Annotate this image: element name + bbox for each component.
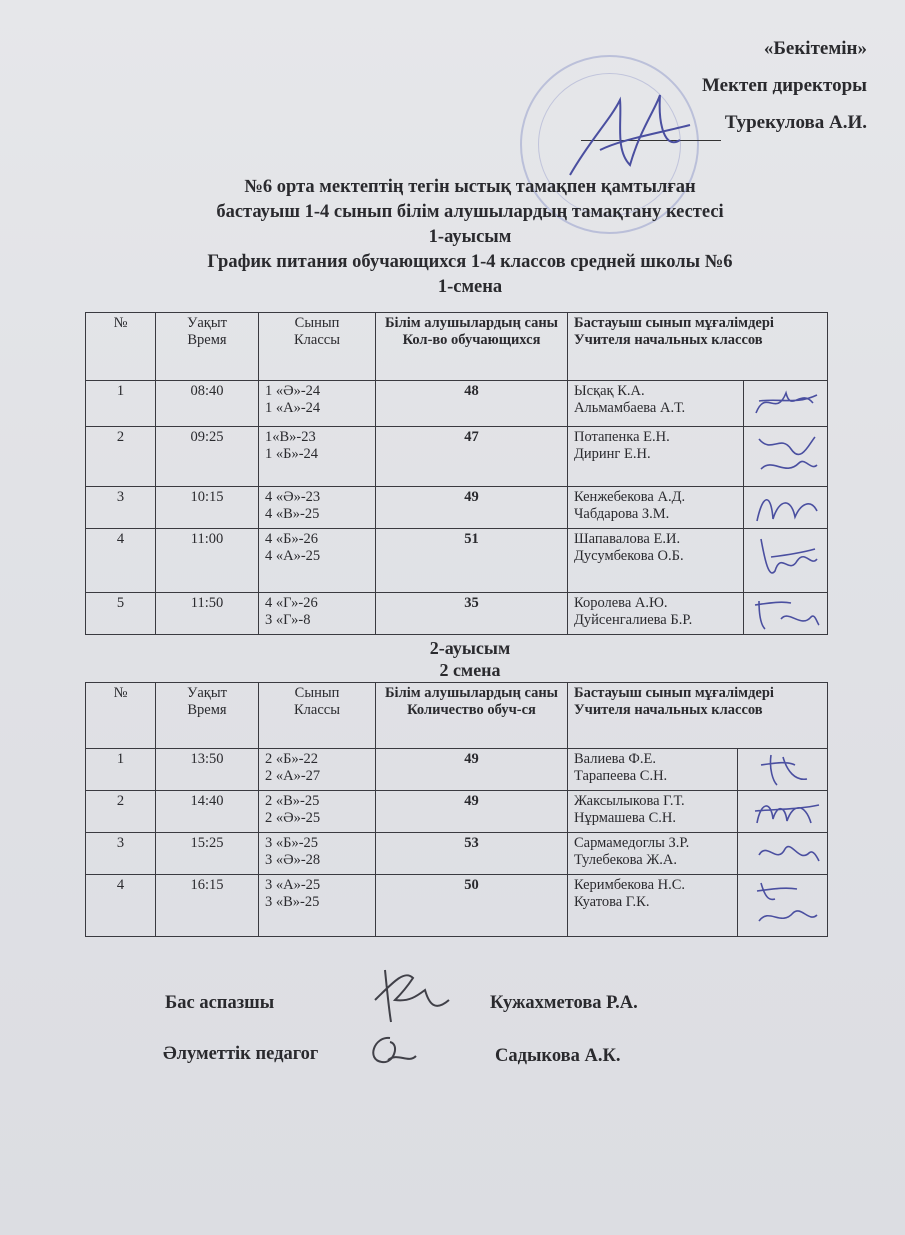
header-num: № bbox=[86, 683, 156, 749]
teacher-signature bbox=[751, 751, 821, 789]
header-class-ru: Классы bbox=[294, 332, 340, 348]
chef-signature bbox=[365, 960, 455, 1030]
director-signature bbox=[560, 80, 710, 190]
teacher-2: Чабдарова З.М. bbox=[574, 506, 670, 522]
table-row bbox=[86, 529, 828, 593]
row-classes bbox=[259, 529, 376, 593]
teacher-1: Жаксылыкова Г.Т. bbox=[574, 793, 685, 809]
teacher-signature bbox=[751, 429, 821, 481]
table-row bbox=[86, 791, 828, 833]
row-teachers bbox=[568, 427, 744, 487]
chef-role: Бас аспазшы bbox=[165, 993, 275, 1013]
class-1: 4 «Б»-26 bbox=[265, 531, 319, 547]
row-teachers bbox=[568, 791, 738, 833]
row-count: 49 bbox=[376, 487, 568, 529]
teacher-2: Нұрмашева С.Н. bbox=[574, 810, 676, 826]
row-num: 3 bbox=[86, 833, 156, 875]
shift2-ru: 2 смена bbox=[439, 660, 501, 680]
header-teachers-kz: Бастауыш сынып мұғалімдері bbox=[574, 315, 774, 331]
pedagogue-name: Садыкова А.К. bbox=[495, 1046, 621, 1066]
table-header-row bbox=[86, 683, 828, 749]
row-teachers bbox=[568, 749, 738, 791]
row-num: 5 bbox=[86, 593, 156, 635]
row-time: 08:40 bbox=[156, 381, 259, 427]
row-classes bbox=[259, 791, 376, 833]
header-teachers bbox=[568, 313, 828, 381]
class-2: 3 «Г»-8 bbox=[265, 612, 311, 628]
table-row bbox=[86, 381, 828, 427]
signature-cell bbox=[744, 529, 828, 593]
row-count: 49 bbox=[376, 749, 568, 791]
header-teachers bbox=[568, 683, 828, 749]
class-2: 2 «А»-27 bbox=[265, 768, 321, 784]
row-classes bbox=[259, 833, 376, 875]
signature-cell bbox=[744, 381, 828, 427]
approval-name: Турекулова А.И. bbox=[724, 112, 867, 133]
row-classes bbox=[259, 427, 376, 487]
header-teachers-ru: Учителя начальных классов bbox=[574, 702, 763, 718]
header-time-ru: Время bbox=[187, 332, 227, 348]
teacher-signature bbox=[751, 835, 821, 873]
table-row bbox=[86, 749, 828, 791]
teacher-1: Ысқақ К.А. bbox=[574, 383, 645, 399]
signature-cell bbox=[738, 875, 828, 937]
row-time: 15:25 bbox=[156, 833, 259, 875]
row-num: 3 bbox=[86, 487, 156, 529]
teacher-1: Королева А.Ю. bbox=[574, 595, 668, 611]
class-1: 1«В»-23 bbox=[265, 429, 316, 445]
class-2: 4 «В»-25 bbox=[265, 506, 320, 522]
teacher-2: Тарапеева С.Н. bbox=[574, 768, 668, 784]
row-count: 47 bbox=[376, 427, 568, 487]
class-2: 1 «Б»-24 bbox=[265, 446, 319, 462]
row-count: 48 bbox=[376, 381, 568, 427]
table-row bbox=[86, 875, 828, 937]
row-classes bbox=[259, 749, 376, 791]
class-2: 4 «А»-25 bbox=[265, 548, 321, 564]
header-time bbox=[156, 683, 259, 749]
header-time-ru: Время bbox=[187, 702, 227, 718]
teacher-signature bbox=[751, 489, 821, 527]
row-count: 51 bbox=[376, 529, 568, 593]
header-time bbox=[156, 313, 259, 381]
class-1: 2 «В»-25 bbox=[265, 793, 320, 809]
row-teachers bbox=[568, 833, 738, 875]
row-teachers bbox=[568, 875, 738, 937]
signature-cell bbox=[744, 487, 828, 529]
header-teachers-kz: Бастауыш сынып мұғалімдері bbox=[574, 685, 774, 701]
header-time-kz: Уақыт bbox=[187, 315, 227, 331]
class-2: 2 «Ә»-25 bbox=[265, 810, 321, 826]
shift2-kz: 2-ауысым bbox=[429, 638, 511, 658]
chef-name: Кужахметова Р.А. bbox=[490, 993, 638, 1013]
row-teachers bbox=[568, 381, 744, 427]
header-class-kz: Сынып bbox=[294, 315, 340, 331]
row-count: 35 bbox=[376, 593, 568, 635]
teacher-1: Кенжебекова А.Д. bbox=[574, 489, 686, 505]
row-count: 53 bbox=[376, 833, 568, 875]
header-num: № bbox=[86, 313, 156, 381]
pedagogue-signature bbox=[360, 1030, 420, 1075]
header-class bbox=[259, 683, 376, 749]
teacher-1: Сармамедоглы З.Р. bbox=[574, 835, 690, 851]
teacher-signature bbox=[751, 877, 821, 933]
class-1: 4 «Ә»-23 bbox=[265, 489, 321, 505]
approval-position: Мектеп директоры bbox=[701, 75, 867, 96]
teacher-2: Тулебекова Ж.А. bbox=[574, 852, 678, 868]
header-teachers-ru: Учителя начальных классов bbox=[574, 332, 763, 348]
header-class-ru: Классы bbox=[294, 702, 340, 718]
title-kz-shift: 1-ауысым bbox=[428, 227, 512, 247]
teacher-2: Альмамбаева А.Т. bbox=[574, 400, 686, 416]
teacher-1: Керимбекова Н.С. bbox=[574, 877, 686, 893]
teacher-1: Потапенка Е.Н. bbox=[574, 429, 670, 445]
row-time: 10:15 bbox=[156, 487, 259, 529]
title-kz-line2: бастауыш 1-4 сынып білім алушылардың тамақтану кестесі bbox=[216, 202, 724, 222]
row-time: 16:15 bbox=[156, 875, 259, 937]
table-row bbox=[86, 833, 828, 875]
row-count: 49 bbox=[376, 791, 568, 833]
row-time: 11:00 bbox=[156, 529, 259, 593]
header-count-ru: Кол-во обучающихся bbox=[402, 332, 541, 348]
class-1: 4 «Г»-26 bbox=[265, 595, 318, 611]
teacher-2: Диринг Е.Н. bbox=[574, 446, 651, 462]
class-2: 3 «В»-25 bbox=[265, 894, 320, 910]
header-count-ru: Количество обуч-ся bbox=[407, 702, 536, 718]
row-teachers bbox=[568, 529, 744, 593]
row-classes bbox=[259, 381, 376, 427]
class-2: 3 «Ә»-28 bbox=[265, 852, 321, 868]
document-title bbox=[60, 175, 880, 300]
teacher-signature bbox=[751, 793, 821, 831]
row-teachers bbox=[568, 487, 744, 529]
header-class-kz: Сынып bbox=[294, 685, 340, 701]
title-ru-shift: 1-смена bbox=[437, 277, 503, 297]
class-1: 3 «Б»-25 bbox=[265, 835, 319, 851]
teacher-signature bbox=[751, 531, 821, 587]
signature-cell bbox=[738, 791, 828, 833]
row-classes bbox=[259, 875, 376, 937]
title-kz-line1: №6 орта мектептің тегін ыстық тамақпен қамтылған bbox=[244, 177, 696, 197]
class-1: 3 «А»-25 bbox=[265, 877, 321, 893]
teacher-1: Валиева Ф.Е. bbox=[574, 751, 656, 767]
signature-cell bbox=[744, 593, 828, 635]
teacher-signature bbox=[751, 383, 821, 423]
row-num: 1 bbox=[86, 381, 156, 427]
class-1: 1 «Ә»-24 bbox=[265, 383, 321, 399]
signature-cell bbox=[738, 749, 828, 791]
row-num: 2 bbox=[86, 791, 156, 833]
approval-title: «Бекітемін» bbox=[763, 38, 867, 59]
row-teachers bbox=[568, 593, 744, 635]
row-num: 1 bbox=[86, 749, 156, 791]
row-count: 50 bbox=[376, 875, 568, 937]
row-classes bbox=[259, 593, 376, 635]
teacher-2: Дуйсенгалиева Б.Р. bbox=[574, 612, 693, 628]
row-time: 09:25 bbox=[156, 427, 259, 487]
schedule-table-shift1 bbox=[85, 312, 828, 635]
row-classes bbox=[259, 487, 376, 529]
row-num: 4 bbox=[86, 875, 156, 937]
teacher-1: Шапавалова Е.И. bbox=[574, 531, 681, 547]
header-count-kz: Білім алушылардың саны bbox=[384, 315, 559, 331]
teacher-signature bbox=[751, 595, 821, 633]
row-time: 13:50 bbox=[156, 749, 259, 791]
schedule-table-shift2 bbox=[85, 682, 828, 937]
signature-cell bbox=[744, 427, 828, 487]
header-class bbox=[259, 313, 376, 381]
table-row bbox=[86, 593, 828, 635]
row-time: 14:40 bbox=[156, 791, 259, 833]
class-2: 1 «А»-24 bbox=[265, 400, 321, 416]
row-num: 4 bbox=[86, 529, 156, 593]
header-count bbox=[376, 683, 568, 749]
header-time-kz: Уақыт bbox=[187, 685, 227, 701]
header-count bbox=[376, 313, 568, 381]
table-header-row bbox=[86, 313, 828, 381]
teacher-2: Куатова Г.К. bbox=[574, 894, 650, 910]
row-time: 11:50 bbox=[156, 593, 259, 635]
table-row bbox=[86, 427, 828, 487]
title-ru-line: График питания обучающихся 1-4 классов средней школы №6 bbox=[207, 252, 733, 272]
header-count-kz: Білім алушылардың саны bbox=[384, 685, 559, 701]
row-num: 2 bbox=[86, 427, 156, 487]
table-row bbox=[86, 487, 828, 529]
teacher-2: Дусумбекова О.Б. bbox=[574, 548, 684, 564]
signature-cell bbox=[738, 833, 828, 875]
class-1: 2 «Б»-22 bbox=[265, 751, 319, 767]
pedagogue-role: Әлуметтік педагог bbox=[163, 1044, 319, 1064]
